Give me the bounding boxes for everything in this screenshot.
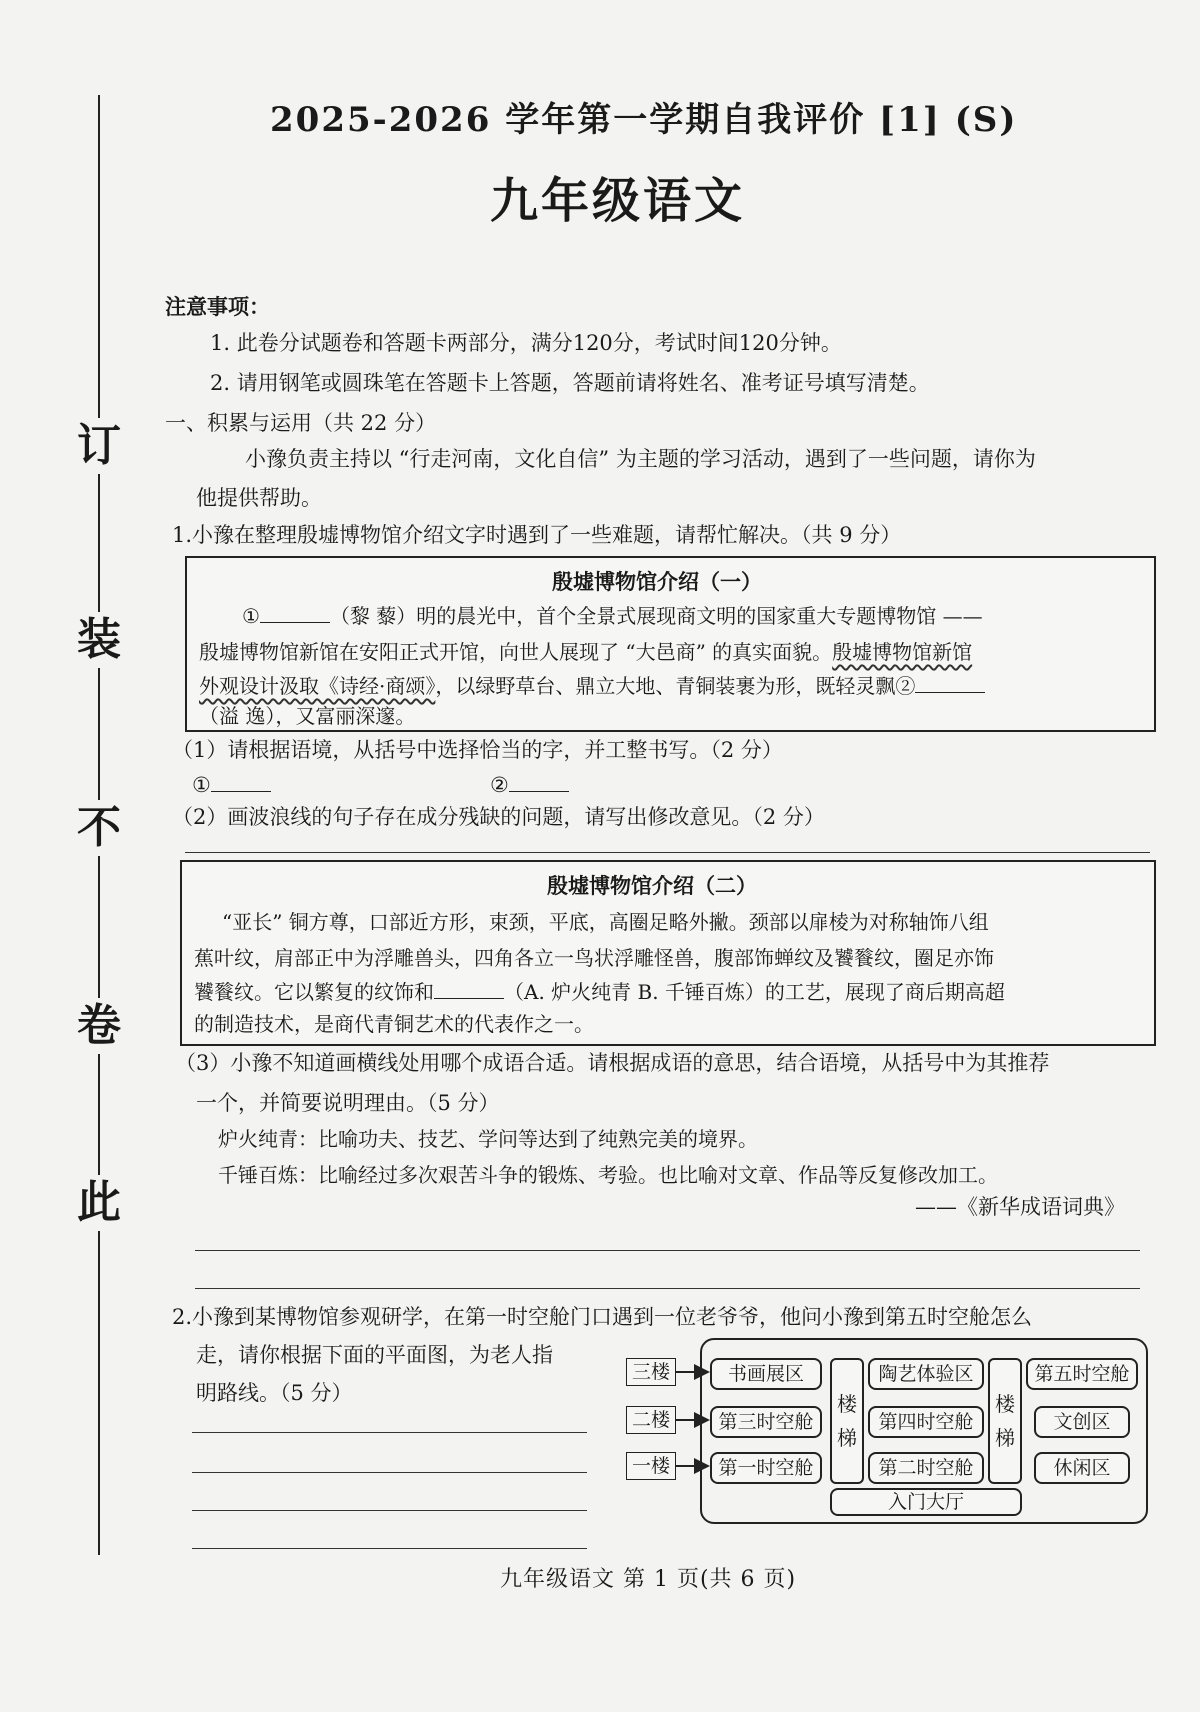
question-2-line-1: 2.小豫到某博物馆参观研学，在第一时空舱门口遇到一位老爷爷，他问小豫到第五时空舱怎么 [172, 1305, 1033, 1329]
intro-box-2 [180, 860, 1156, 1046]
question-1-stem: 1.小豫在整理殷墟博物馆介绍文字时遇到了一些难题，请帮忙解决。（共 9 分） [172, 523, 902, 547]
subquestion-3-line-2: 一个，并简要说明理由。（5 分） [196, 1091, 500, 1115]
answer-line-q2-2[interactable] [192, 1472, 587, 1473]
answer-blank-2[interactable]: ② [490, 770, 569, 800]
floor-label-3: 三楼 [626, 1358, 676, 1386]
answer-line-sub2[interactable] [185, 852, 1150, 853]
zone-time-capsule-5: 第五时空舱 [1026, 1358, 1138, 1390]
zone-time-capsule-3: 第三时空舱 [710, 1406, 822, 1438]
zone-time-capsule-1: 第一时空舱 [710, 1452, 822, 1484]
intro-box-2-line-4: 的制造技术，是商代青铜艺术的代表作之一。 [194, 1012, 594, 1036]
answer-line-q2-1[interactable] [192, 1432, 587, 1433]
blank-1 [260, 602, 330, 623]
exam-title: 2025-2026 学年第一学期自我评价 [1] (S) [270, 100, 1018, 140]
notes-heading: 注意事项： [165, 294, 270, 319]
answer-line-q2-3[interactable] [192, 1510, 587, 1511]
zone-leisure: 休闲区 [1034, 1452, 1130, 1484]
zone-time-capsule-4: 第四时空舱 [868, 1406, 984, 1438]
floor-label-1: 一楼 [626, 1452, 676, 1480]
question-2-line-2: 走，请你根据下面的平面图，为老人指 [196, 1343, 553, 1367]
zone-pottery: 陶艺体验区 [868, 1358, 984, 1390]
zone-creative: 文创区 [1034, 1406, 1130, 1438]
answer-blank-1[interactable]: ① [192, 770, 271, 800]
idiom-definition-1: 炉火纯青：比喻功夫、技艺、学问等达到了纯熟完美的境界。 [218, 1127, 758, 1151]
subquestion-1: （1）请根据语境，从括号中选择恰当的字，并工整书写。（2 分） [172, 738, 783, 762]
intro-box-2-title: 殷墟博物馆介绍（二） [547, 873, 757, 898]
section-intro-line-2: 他提供帮助。 [196, 486, 322, 510]
wavy-sentence-part-1: 殷墟博物馆新馆 [832, 640, 973, 664]
answer-line-q2-4[interactable] [192, 1548, 587, 1549]
definition-source: ——《新华成语词典》 [915, 1195, 1125, 1219]
idiom-definition-2: 千锤百炼：比喻经过多次艰苦斗争的锻炼、考验。也比喻对文章、作品等反复修改加工。 [218, 1163, 998, 1187]
notes-item-2: 2. 请用钢笔或圆珠笔在答题卡上答题，答题前请将姓名、准考证号填写清楚。 [210, 371, 930, 395]
binding-char-ci: 此 [73, 1175, 125, 1231]
wavy-sentence-part-2: 外观设计汲取《诗经·商颂》 [199, 674, 436, 698]
intro-box-2-line-1: “亚长” 铜方尊，口部近方形，束颈，平底，高圈足略外撇。颈部以扉棱为对称轴饰八组 [222, 910, 989, 934]
intro-box-1-line-2: 殷墟博物馆新馆在安阳正式开馆，向世人展现了 “大邑商” 的真实面貌。殷墟博物馆新馆 [199, 640, 973, 664]
binding-char-bu: 不 [73, 800, 125, 856]
section-intro-line-1: 小豫负责主持以 “行走河南，文化自信” 为主题的学习活动，遇到了一些问题，请你为 [245, 447, 1036, 471]
staircase-right: 楼 梯 [988, 1358, 1022, 1484]
intro-box-2-line-2: 蕉叶纹，肩部正中为浮雕兽头，四角各立一鸟状浮雕怪兽，腹部饰蝉纹及饕餮纹，圈足亦饰 [194, 946, 994, 970]
binding-char-ding: 订 [73, 418, 125, 474]
entrance-lobby: 入门大厅 [830, 1488, 1022, 1516]
subquestion-3-line-1: （3）小豫不知道画横线处用哪个成语合适。请根据成语的意思，结合语境，从括号中为其推荐 [175, 1051, 1050, 1075]
section-heading: 一、积累与运用（共 22 分） [165, 411, 437, 435]
zone-time-capsule-2: 第二时空舱 [868, 1452, 984, 1484]
intro-box-1-line-4: （溢 逸），又富丽深邃。 [199, 704, 416, 728]
binding-char-zhuang: 装 [73, 612, 125, 668]
subject-title: 九年级语文 [490, 173, 746, 229]
subquestion-2: （2）画波浪线的句子存在成分残缺的问题，请写出修改意见。（2 分） [172, 805, 825, 829]
intro-box-1-title: 殷墟博物馆介绍（一） [552, 569, 762, 594]
binding-char-juan: 卷 [73, 998, 125, 1054]
intro-box-1-line-3: 外观设计汲取《诗经·商颂》，以绿野草台、鼎立大地、青铜装裹为形，既轻灵飘② [199, 672, 985, 700]
intro-box-2-line-3: 饕餮纹。它以繁复的纹饰和 （A. 炉火纯青 B. 千锤百炼）的工艺，展现了商后期高超 [194, 980, 1005, 1004]
blank-2 [915, 672, 985, 693]
intro-box-1-line-1: ① （黎 藜）明的晨光中，首个全景式展现商文明的国家重大专题博物馆 —— [242, 604, 983, 628]
question-2-line-3: 明路线。（5 分） [196, 1381, 353, 1405]
zone-calligraphy: 书画展区 [710, 1358, 822, 1390]
intro-box-1 [185, 556, 1156, 732]
answer-line-sub3-2[interactable] [195, 1288, 1140, 1289]
staircase-left: 楼 梯 [830, 1358, 864, 1484]
answer-line-sub3-1[interactable] [195, 1250, 1140, 1251]
floor-label-2: 二楼 [626, 1406, 676, 1434]
idiom-blank [434, 978, 504, 999]
page-footer: 九年级语文 第 1 页(共 6 页) [500, 1567, 797, 1592]
notes-item-1: 1. 此卷分试题卷和答题卡两部分，满分120分，考试时间120分钟。 [210, 331, 842, 355]
